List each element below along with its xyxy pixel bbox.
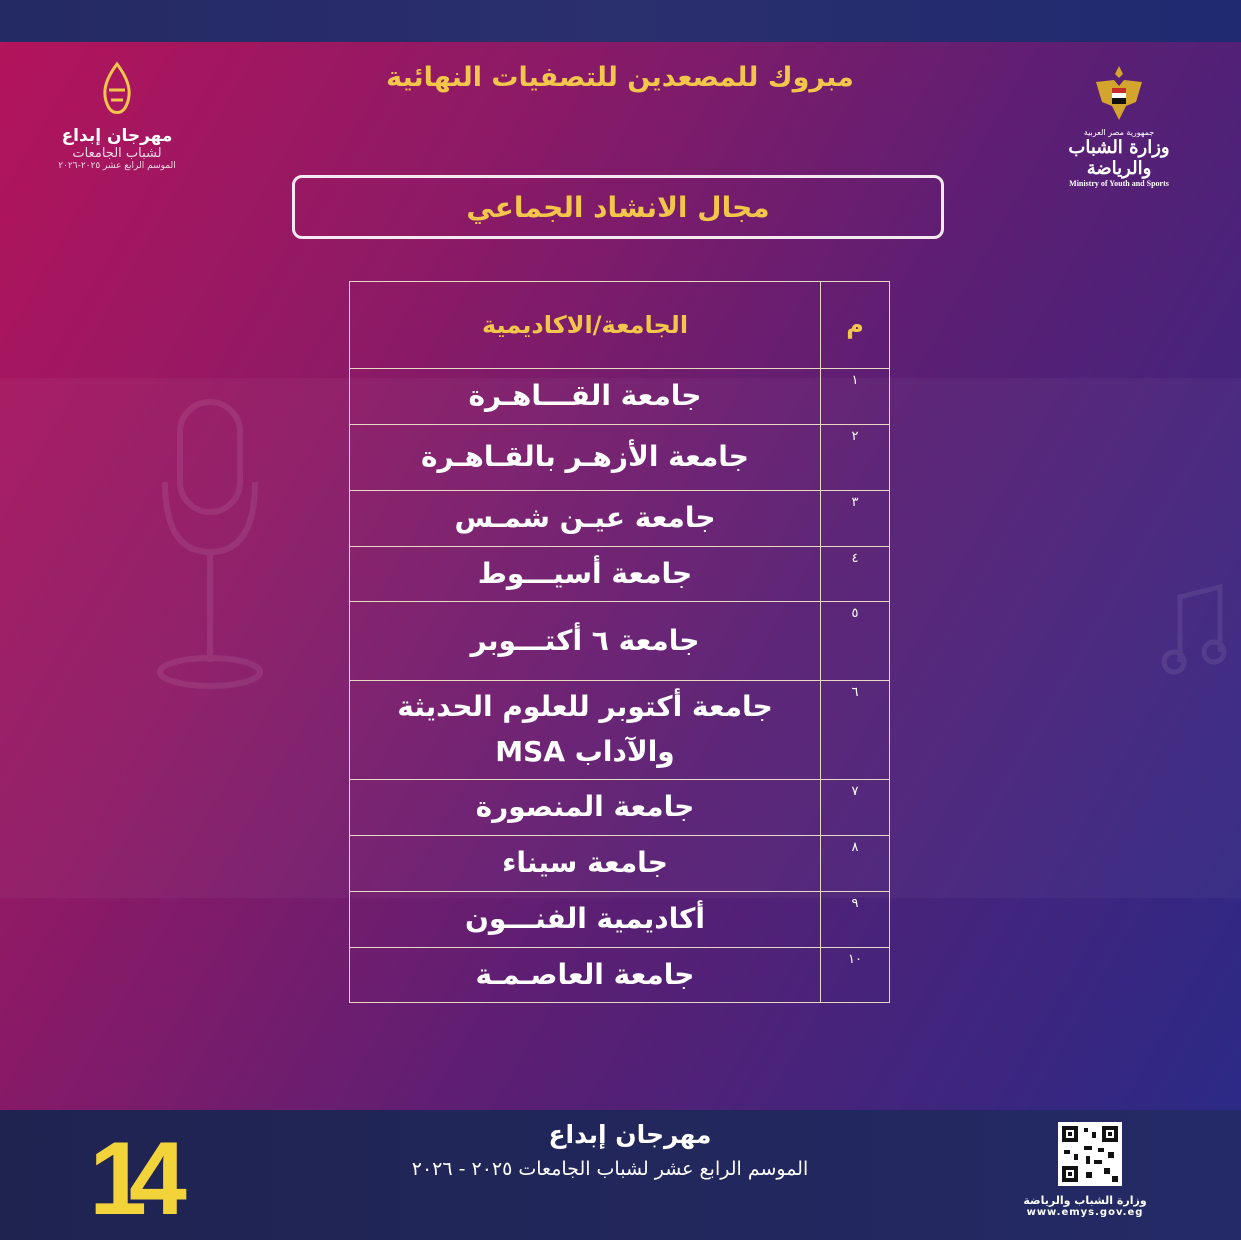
category-title-box xyxy=(292,175,944,239)
eagle-emblem-icon xyxy=(1092,62,1146,124)
ministry-name-ar: وزارة الشباب والرياضة xyxy=(1068,137,1170,179)
table-row xyxy=(350,425,890,491)
footer-ministry-name: وزارة الشباب والرياضة xyxy=(1023,1194,1147,1207)
header-university: الجامعة/الاكاديمية xyxy=(350,282,821,369)
table-row xyxy=(350,780,890,836)
ministry-name-en: Ministry of Youth and Sports xyxy=(1069,179,1169,188)
results-table xyxy=(349,281,890,1003)
ministry-country: جمهورية مصر العربية xyxy=(1083,128,1155,137)
footer-title: مهرجان إبداع xyxy=(548,1120,712,1149)
table-row xyxy=(350,836,890,892)
row-university: أكاديمية الفنـــون xyxy=(350,892,821,948)
festival-logo xyxy=(52,60,182,180)
festival-logo-subtitle: لشباب الجامعات xyxy=(72,146,162,161)
row-university: جامعة سيناء xyxy=(350,836,821,892)
footer-subtitle: الموسم الرابع عشر لشباب الجامعات ٢٠٢٥ - ٢٠٢٦ xyxy=(411,1158,809,1180)
row-number: ١٠ xyxy=(821,948,890,1003)
row-university: جامعة أسيـــوط xyxy=(350,547,821,602)
page-title: مبروك للمصعدين للتصفيات النهائية xyxy=(386,62,854,93)
season-number-logo xyxy=(89,1114,169,1237)
row-number: ٨ xyxy=(821,836,890,892)
row-number: ٣ xyxy=(821,491,890,547)
row-university: جامعة أكتوبر للعلوم الحديثة والآداب MSA xyxy=(350,681,821,780)
row-number: ٤ xyxy=(821,547,890,602)
qr-code-icon[interactable] xyxy=(1058,1122,1122,1186)
category-title: مجال الانشاد الجماعي xyxy=(466,190,770,224)
festival-logo-season: الموسم الرابع عشر ٢٠٢٥-٢٠٢٦ xyxy=(58,161,176,171)
season-number-text: 14 xyxy=(89,1121,169,1237)
header-number: م xyxy=(821,282,890,369)
table-row xyxy=(350,892,890,948)
row-university: جامعة المنصورة xyxy=(350,780,821,836)
footer-ministry xyxy=(1020,1194,1150,1218)
ministry-logo xyxy=(1050,62,1188,188)
microphone-decoration-icon xyxy=(150,392,270,692)
row-number: ٧ xyxy=(821,780,890,836)
table-row xyxy=(350,491,890,547)
music-note-decoration-icon xyxy=(1160,582,1230,682)
table-row xyxy=(350,681,890,780)
row-university: جامعة ٦ أكتـــوبر xyxy=(350,602,821,681)
row-number: ٩ xyxy=(821,892,890,948)
festival-logo-name: مهرجان إبداع xyxy=(61,126,173,146)
table-row xyxy=(350,602,890,681)
top-strip xyxy=(0,0,1241,42)
table-header-row xyxy=(350,282,890,369)
row-university: جامعة عيـن شمـس xyxy=(350,491,821,547)
row-number: ٥ xyxy=(821,602,890,681)
festival-calligraphy-icon xyxy=(87,60,147,120)
row-university: جامعة الأزهـر بالقـاهـرة xyxy=(350,425,821,491)
row-number: ٦ xyxy=(821,681,890,780)
footer-website-link[interactable]: www.emys.gov.eg xyxy=(1026,1207,1144,1218)
table-row xyxy=(350,547,890,602)
table-row xyxy=(350,948,890,1003)
row-number: ٢ xyxy=(821,425,890,491)
row-university: جامعة القـــاهـرة xyxy=(350,369,821,425)
row-number: ١ xyxy=(821,369,890,425)
row-university: جامعة العاصـمـة xyxy=(350,948,821,1003)
table-row xyxy=(350,369,890,425)
